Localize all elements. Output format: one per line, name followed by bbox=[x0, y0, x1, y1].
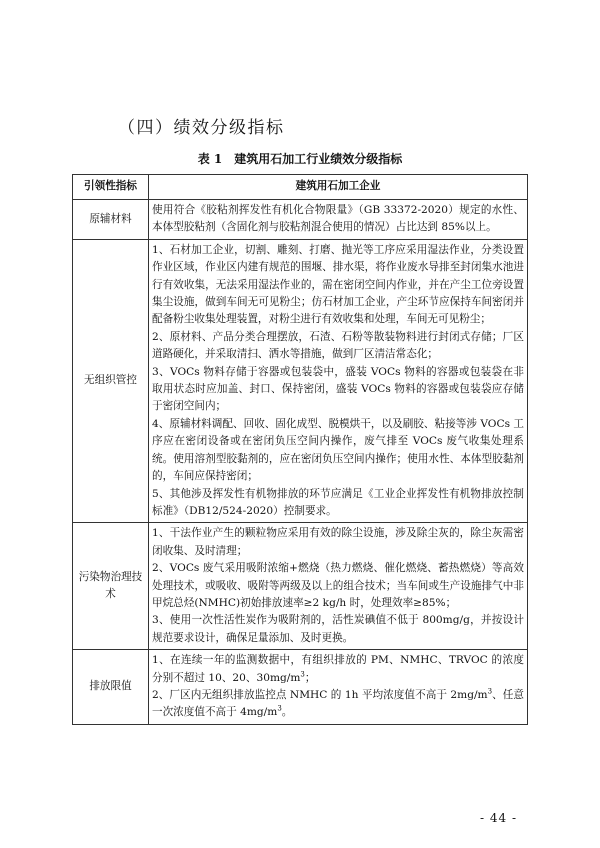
paragraph: 1、石材加工企业，切割、雕刻、打磨、抛光等工序应采用湿法作业，分类设置作业区域，作业区内建有规范的围堰、排水渠，将作业废水导排至封闭集水池进行有效收集，无法采用湿法作业的，需在密闭空间内作业，并在产尘工位旁设置集尘设施，做到车间无可见粉尘；仿石材加工企业，产尘环节应保持车间密闭并配备粉尘收集处理装置，对粉尘进行有效收集和处理，车间无可见粉尘； bbox=[152, 243, 524, 326]
table-header-row bbox=[73, 175, 528, 200]
table-caption: 表 1 建筑用石加工行业绩效分级指标 bbox=[197, 152, 403, 166]
paragraph: 1、干法作业产生的颗粒物应采用有效的除尘设施，涉及除尘灰的，除尘灰需密闭收集、及时清理； bbox=[152, 527, 524, 557]
paragraph: 2、原材料、产品分类合理摆放，石渣、石粉等散装物料进行封闭式存储；厂区道路硬化，并采取清扫、洒水等措施，做到厂区清洁常态化； bbox=[152, 330, 524, 361]
paragraph: 3、VOCs 物料存储于容器或包装袋中，盛装 VOCs 物料的容器或包装袋在非取用状态时应加盖、封口、保持密闭，盛装 VOCs 物料的容器或包装袋应存储于密闭空间内； bbox=[152, 365, 524, 413]
row-content bbox=[149, 239, 528, 523]
row-indicator: 无组织管控 bbox=[73, 239, 149, 523]
table-row bbox=[73, 650, 528, 725]
row-indicator: 排放限值 bbox=[73, 650, 149, 725]
row-content bbox=[149, 200, 528, 240]
row-indicator: 污染物治理技术 bbox=[73, 523, 149, 650]
emission-limit-2 bbox=[152, 687, 524, 722]
header-indicator: 引领性指标 bbox=[73, 175, 149, 200]
emission-limit-1 bbox=[152, 652, 524, 687]
text: ； bbox=[304, 671, 316, 684]
table-row bbox=[73, 523, 528, 650]
text: 2、厂区内无组织排放监控点 NMHC 的 1h 平均浓度值不高于 2mg/m bbox=[152, 688, 488, 701]
row-content bbox=[149, 523, 528, 650]
paragraph: 2、VOCs 废气采用吸附浓缩+燃烧（热力燃烧、催化燃烧、蓄热燃烧）等高效处理技术，或吸收、吸附等两级及以上的组合技术；当车间或生产设施排气中非甲烷总烃(NMHC)初始排放速率≥2 kg/h 时，处理效率≥85%； bbox=[152, 562, 524, 609]
page-number: - 44 - bbox=[480, 811, 518, 825]
section-heading: （四）绩效分级指标 bbox=[118, 118, 285, 138]
performance-grading-table bbox=[72, 174, 528, 725]
superscript: 3 bbox=[277, 704, 282, 713]
paragraph: 4、原辅材料调配、回收、固化成型、脱模烘干，以及刷胶、粘接等涉 VOCs 工序应在密闭设备或在密闭负压空间内操作，废气排至 VOCs 废气收集处理系统。使用溶剂型胶黏剂的，应在密闭负压空间内操作；使用水性、本体型胶黏剂的，车间应保持密闭； bbox=[152, 417, 524, 483]
table-row bbox=[73, 200, 528, 240]
text: 。 bbox=[281, 706, 293, 719]
header-enterprise: 建筑用石加工企业 bbox=[149, 175, 528, 200]
text: 、任意一次浓度值不高于 4mg/m bbox=[152, 688, 525, 719]
text: 1、在连续一年的监测数据中，有组织排放的 PM、NMHC、TRVOC 的浓度分别不超过 10、20、30mg/m bbox=[152, 654, 524, 684]
paragraph: 使用符合《胶粘剂挥发性有机化合物限量》（GB 33372-2020）规定的水性、本体型胶粘剂（含固化剂与胶粘剂混合使用的情况）占比达到 85%以上。 bbox=[152, 204, 524, 234]
table-row bbox=[73, 239, 528, 523]
superscript: 3 bbox=[487, 687, 493, 696]
paragraph: 5、其他涉及挥发性有机物排放的环节应满足《工业企业挥发性有机物排放控制标准》（DB12/524-2020）控制要求。 bbox=[152, 487, 524, 517]
paragraph: 3、使用一次性活性炭作为吸附剂的，活性炭碘值不低于 800mg/g，并按设计规范要求设计，确保足量添加、及时更换。 bbox=[152, 614, 524, 644]
row-indicator: 原辅材料 bbox=[73, 200, 149, 240]
superscript: 3 bbox=[300, 670, 305, 679]
row-content bbox=[149, 650, 528, 725]
